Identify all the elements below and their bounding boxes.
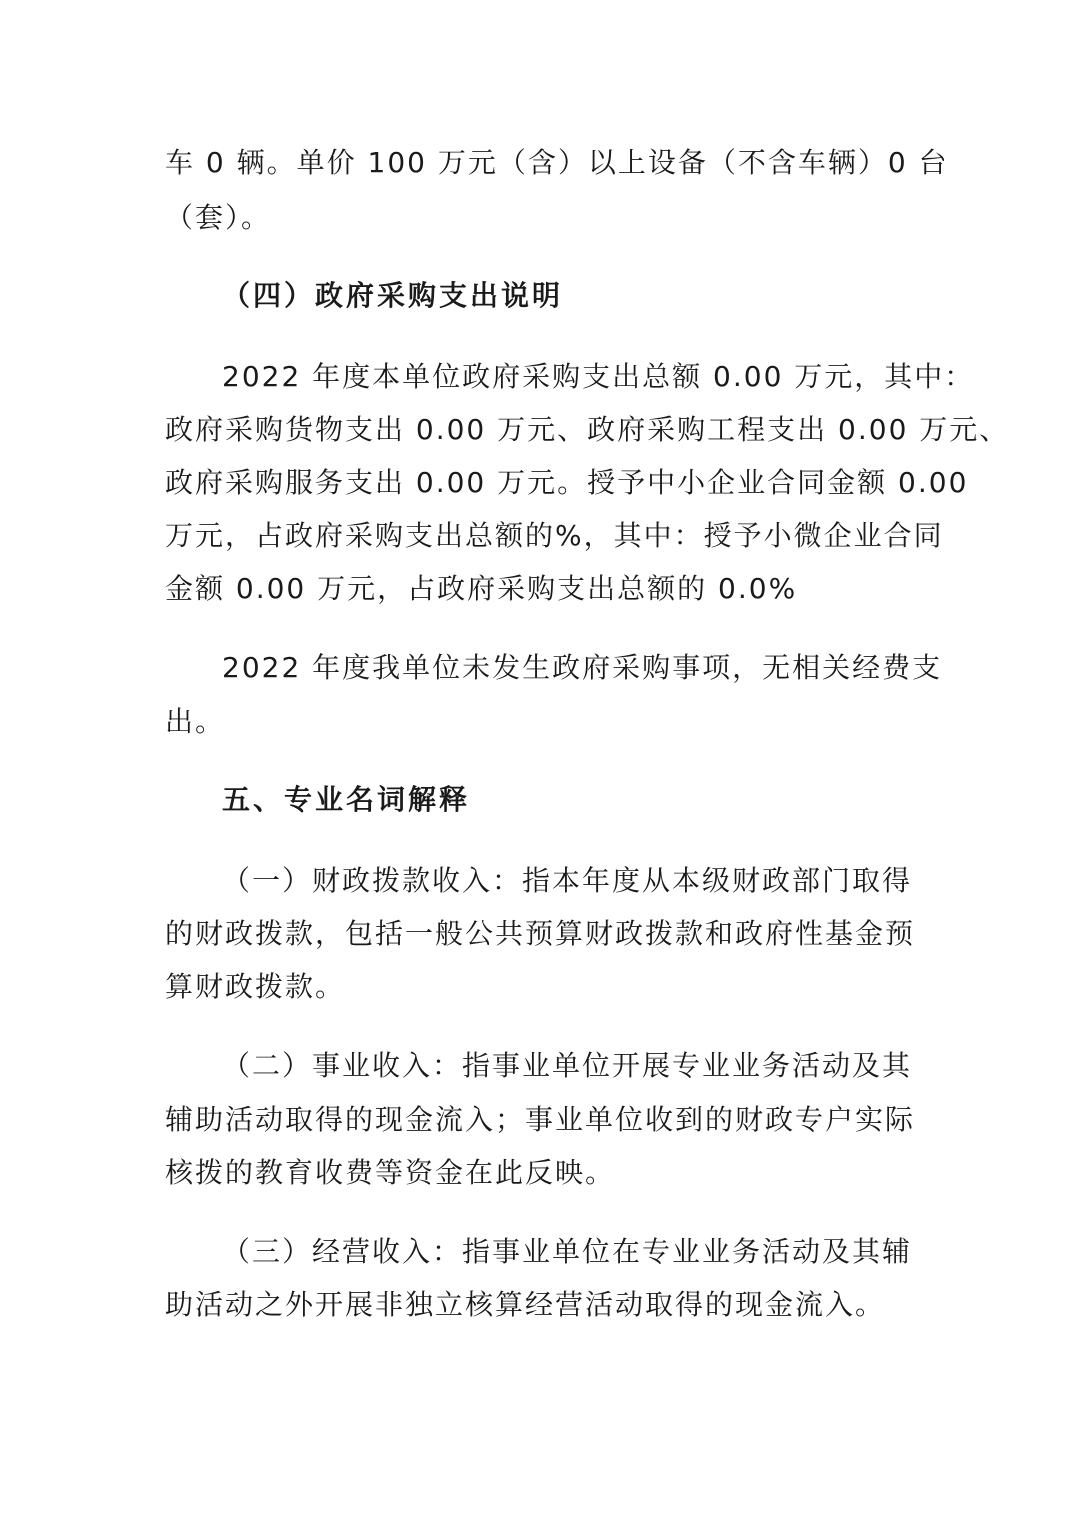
procurement-paragraph-line-1: 2022 年度本单位政府采购支出总额 0.00 万元，其中： [222,360,975,393]
paragraph-vehicles-line-2: （套）。 [165,201,272,234]
term-fiscal-appropriation-line-3: 算财政拨款。 [165,970,346,1003]
procurement-paragraph-line-5: 金额 0.00 万元，占政府采购支出总额的 0.0% [165,572,798,605]
term-fiscal-appropriation-line-1: （一）财政拨款收入：指本年度从本级财政部门取得 [222,864,913,897]
term-business-income-line-3: 核拨的教育收费等资金在此反映。 [165,1156,616,1189]
procurement-paragraph-line-4: 万元，占政府采购支出总额的%，其中：授予小微企业合同 [165,519,944,552]
procurement-paragraph-line-3: 政府采购服务支出 0.00 万元。授予中小企业合同金额 0.00 [165,466,969,499]
paragraph-vehicles-line-1: 车 0 辆。单价 100 万元（含）以上设备（不含车辆）0 台 [165,146,949,179]
procurement-paragraph-line-2: 政府采购货物支出 0.00 万元、政府采购工程支出 0.00 万元、 [165,413,1010,446]
term-operating-income-line-1: （三）经营收入：指事业单位在专业业务活动及其辅 [222,1235,913,1268]
term-business-income-line-2: 辅助活动取得的现金流入；事业单位收到的财政专户实际 [165,1103,916,1136]
procurement-note-line-1: 2022 年度我单位未发生政府采购事项，无相关经费支 [222,651,943,684]
term-operating-income-line-2: 助活动之外开展非独立核算经营活动取得的现金流入。 [165,1288,886,1321]
term-business-income-line-1: （二）事业收入：指事业单位开展专业业务活动及其 [222,1049,913,1082]
term-fiscal-appropriation-line-2: 的财政拨款，包括一般公共预算财政拨款和政府性基金预 [165,917,916,950]
section-heading-procurement: （四）政府采购支出说明 [222,279,564,312]
section-heading-terms: 五、专业名词解释 [222,783,471,816]
procurement-note-line-2: 出。 [165,705,226,738]
